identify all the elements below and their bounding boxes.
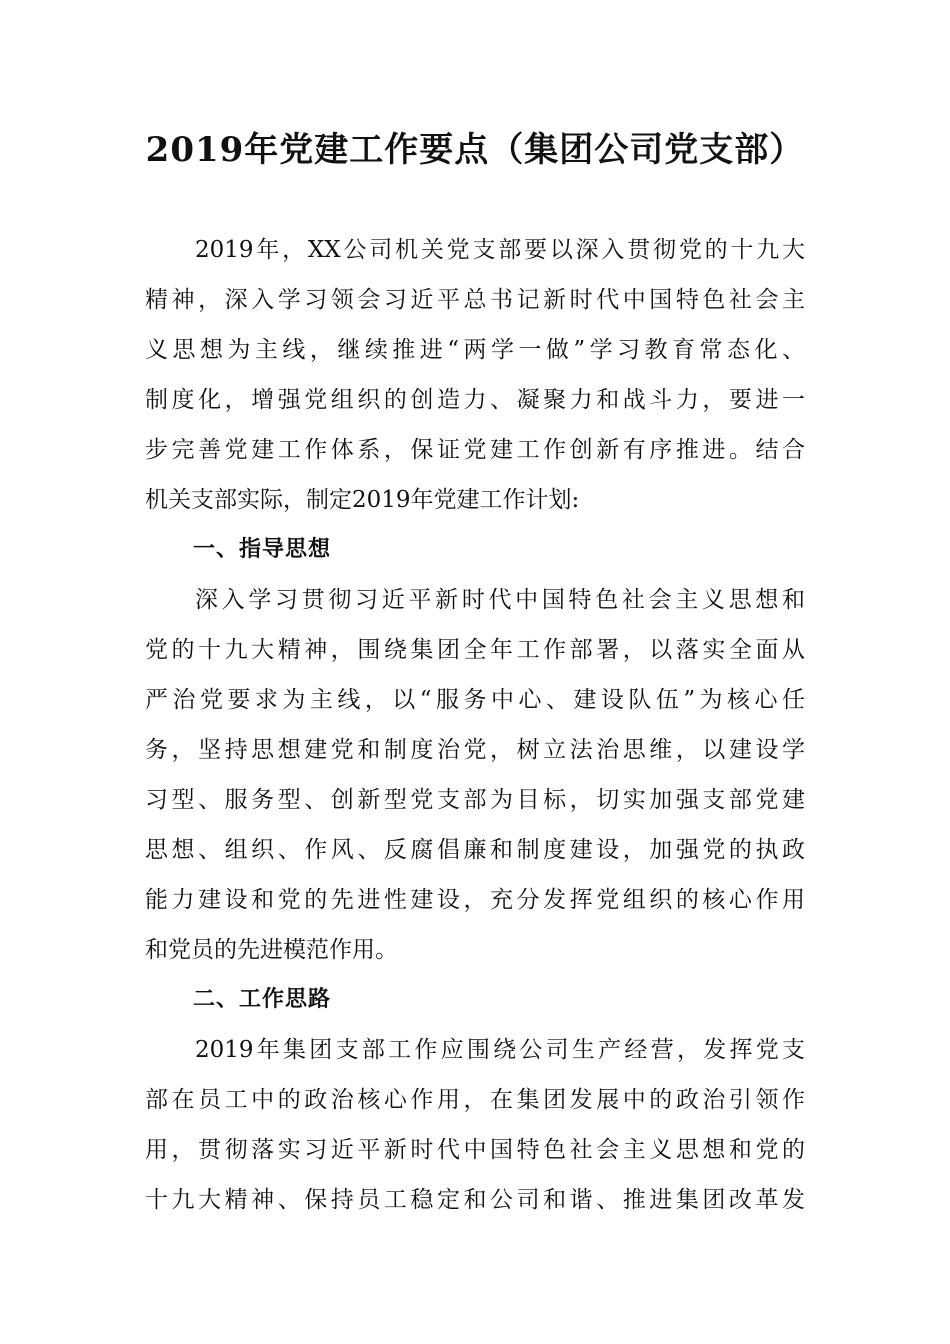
paragraph-line: 党的十九大精神，围绕集团全年工作部署，以落实全面从 bbox=[145, 637, 805, 663]
paragraph-line: 严治党要求为主线，以“服务中心、建设队伍”为核心任 bbox=[145, 687, 805, 713]
paragraph-line: 机关支部实际，制定2019年党建工作计划: bbox=[145, 487, 580, 513]
paragraph-intro bbox=[145, 225, 805, 525]
paragraph-line: 务，坚持思想建党和制度治党，树立法治思维，以建设学 bbox=[145, 737, 805, 763]
paragraph-line: 和党员的先进模范作用。 bbox=[145, 937, 398, 963]
paragraph-line: 十九大精神、保持员工稳定和公司和谐、推进集团改革发 bbox=[145, 1187, 805, 1213]
section-heading-guiding-ideology: 一、指导思想 bbox=[193, 537, 332, 562]
document-title: 2019年党建工作要点（集团公司党支部） bbox=[145, 130, 805, 170]
paragraph-line: 步完善党建工作体系，保证党建工作创新有序推进。结合 bbox=[145, 437, 805, 463]
paragraph-work-approach bbox=[145, 1025, 805, 1225]
document-body bbox=[145, 225, 805, 1225]
paragraph-line: 思想、组织、作风、反腐倡廉和制度建设，加强党的执政 bbox=[145, 837, 805, 863]
paragraph-line: 制度化，增强党组织的创造力、凝聚力和战斗力，要进一 bbox=[145, 387, 805, 413]
paragraph-line: 义思想为主线，继续推进“两学一做”学习教育常态化、 bbox=[145, 337, 805, 363]
paragraph-line: 精神，深入学习领会习近平总书记新时代中国特色社会主 bbox=[145, 287, 805, 313]
paragraph-line: 习型、服务型、创新型党支部为目标，切实加强支部党建 bbox=[145, 787, 805, 813]
paragraph-guiding-ideology bbox=[145, 575, 805, 975]
paragraph-line: 2019年集团支部工作应围绕公司生产经营，发挥党支 bbox=[195, 1037, 805, 1063]
paragraph-line: 能力建设和党的先进性建设，充分发挥党组织的核心作用 bbox=[145, 887, 805, 913]
paragraph-line: 2019年，XX公司机关党支部要以深入贯彻党的十九大 bbox=[195, 237, 805, 263]
section-heading-work-approach: 二、工作思路 bbox=[193, 987, 332, 1012]
paragraph-line: 深入学习贯彻习近平新时代中国特色社会主义思想和 bbox=[195, 587, 805, 613]
paragraph-line: 用，贯彻落实习近平新时代中国特色社会主义思想和党的 bbox=[145, 1137, 805, 1163]
paragraph-line: 部在员工中的政治核心作用，在集团发展中的政治引领作 bbox=[145, 1087, 805, 1113]
